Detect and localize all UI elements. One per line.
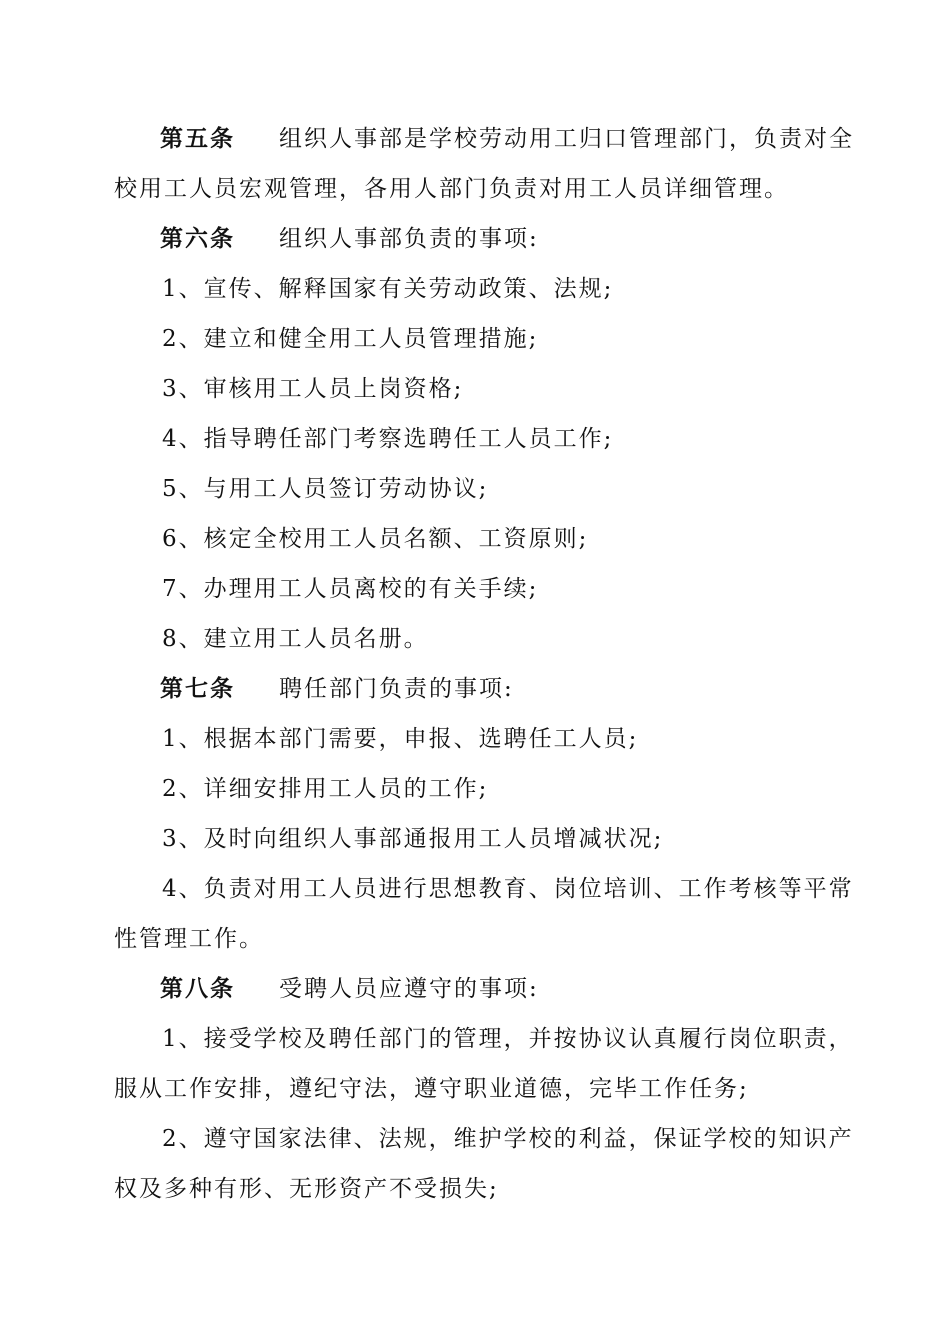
article-8-label: 第八条 bbox=[160, 975, 235, 1002]
article-6-label: 第六条 bbox=[160, 225, 235, 252]
article-5-line-1 bbox=[160, 124, 854, 154]
article-8-item-continuation: 权及多种有形、无形资产不受损失; bbox=[114, 1176, 499, 1202]
article-7-item: 4、负责对用工人员进行思想教育、岗位培训、工作考核等平常 bbox=[162, 876, 854, 902]
article-6-item: 7、办理用工人员离校的有关手续; bbox=[162, 576, 539, 602]
article-7-heading-text: 聘任部门负责的事项: bbox=[279, 676, 514, 702]
article-8-item-continuation: 服从工作安排，遵纪守法，遵守职业道德，完毕工作任务; bbox=[114, 1076, 749, 1102]
article-6-item: 5、与用工人员签订劳动协议; bbox=[162, 476, 489, 502]
article-6-item: 6、核定全校用工人员名额、工资原则; bbox=[162, 526, 589, 552]
article-5-label: 第五条 bbox=[160, 125, 235, 152]
article-7-heading bbox=[160, 674, 514, 704]
article-6-item: 3、审核用工人员上岗资格; bbox=[162, 376, 464, 402]
article-8-heading bbox=[160, 974, 539, 1004]
article-6-heading bbox=[160, 224, 539, 254]
article-6-item: 1、宣传、解释国家有关劳动政策、法规; bbox=[162, 276, 614, 302]
article-5-text: 组织人事部是学校劳动用工归口管理部门，负责对全 bbox=[279, 126, 854, 152]
article-8-item: 1、接受学校及聘任部门的管理，并按协议认真履行岗位职责， bbox=[162, 1026, 854, 1052]
article-8-item: 2、遵守国家法律、法规，维护学校的利益，保证学校的知识产 bbox=[162, 1126, 854, 1152]
article-7-item: 3、及时向组织人事部通报用工人员增减状况; bbox=[162, 826, 664, 852]
article-6-item: 8、建立用工人员名册。 bbox=[162, 626, 429, 652]
article-7-label: 第七条 bbox=[160, 675, 235, 702]
article-7-item: 2、详细安排用工人员的工作; bbox=[162, 776, 489, 802]
article-6-heading-text: 组织人事部负责的事项: bbox=[279, 226, 539, 252]
article-7-item-continuation: 性管理工作。 bbox=[114, 926, 264, 952]
article-5-line-2: 校用工人员宏观管理，各用人部门负责对用工人员详细管理。 bbox=[114, 176, 789, 202]
article-6-item: 4、指导聘任部门考察选聘任工人员工作; bbox=[162, 426, 614, 452]
article-6-item: 2、建立和健全用工人员管理措施; bbox=[162, 326, 539, 352]
article-8-heading-text: 受聘人员应遵守的事项: bbox=[279, 976, 539, 1002]
article-7-item: 1、根据本部门需要，申报、选聘任工人员; bbox=[162, 726, 639, 752]
